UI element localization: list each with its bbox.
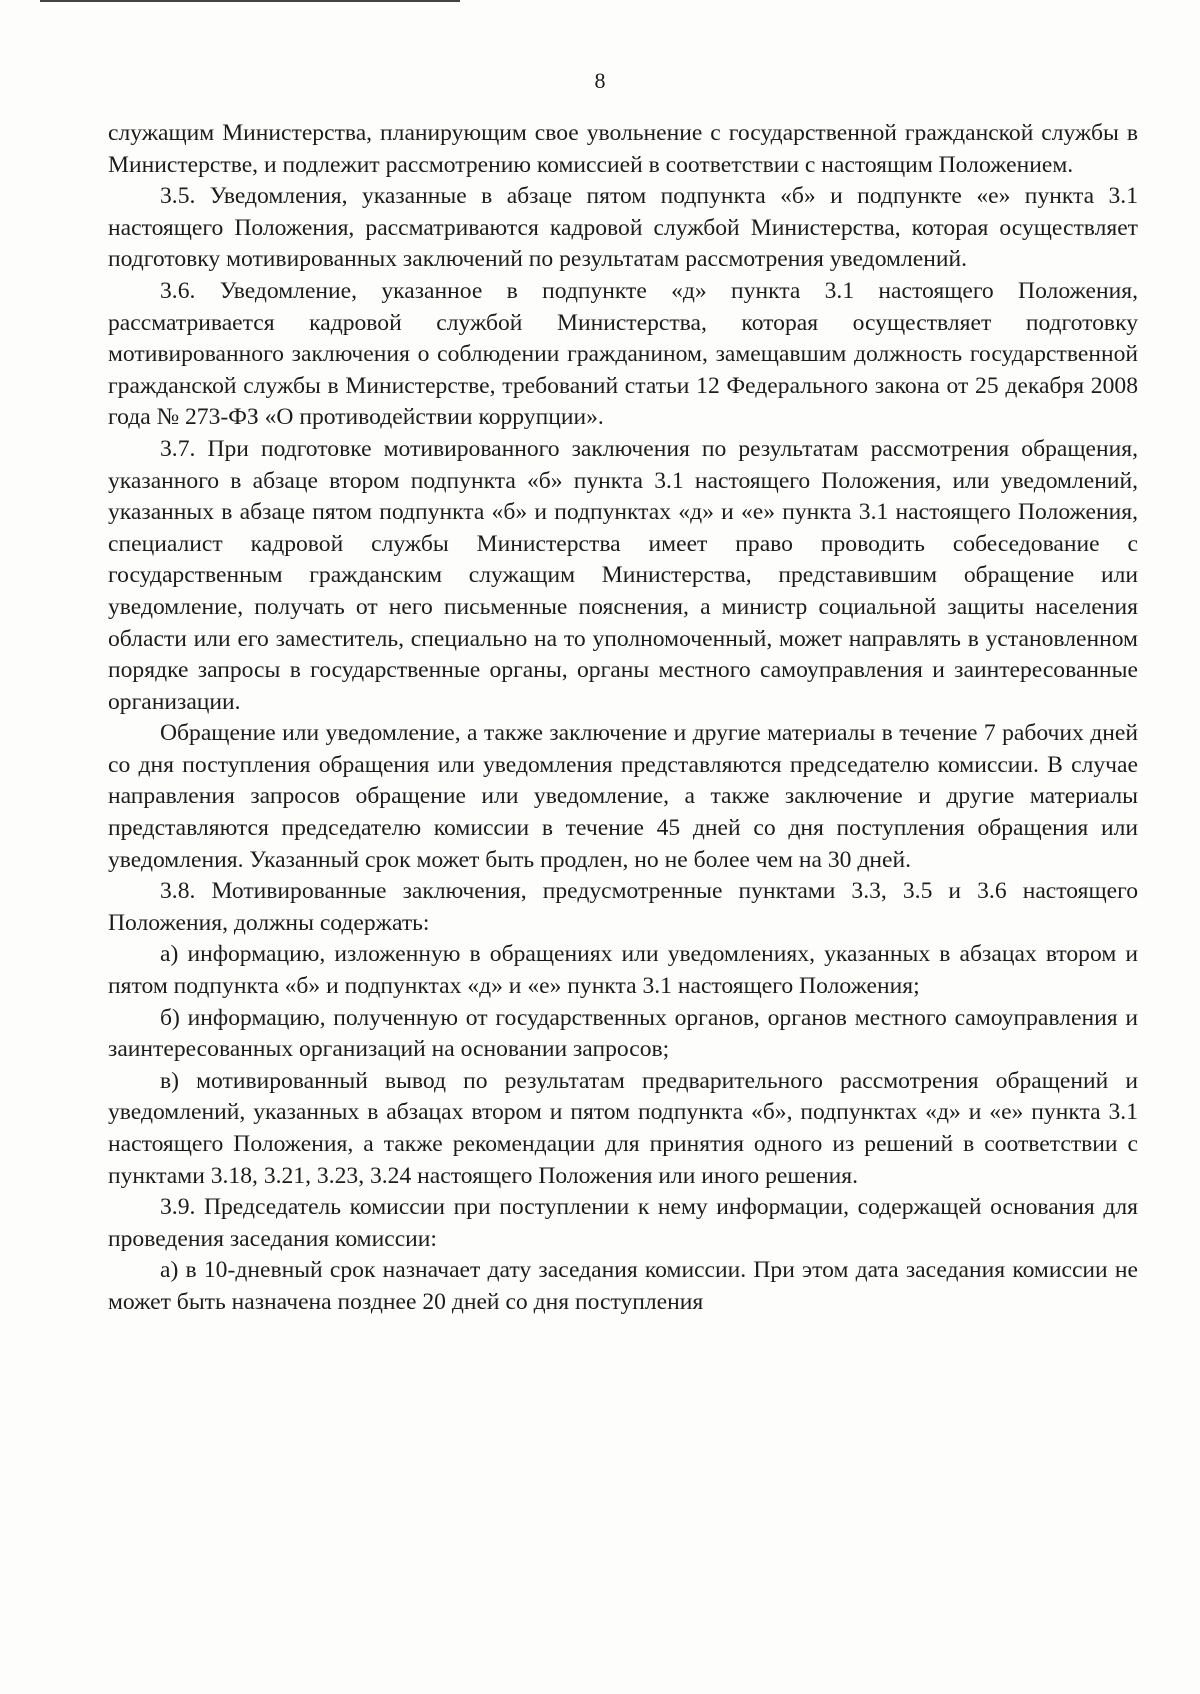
paragraph-3-8: 3.8. Мотивированные заключения, предусмотренные пунктами 3.3, 3.5 и 3.6 настоящего Положения, должны содержать:: [108, 878, 1138, 936]
paragraph-3-8-a: а) информацию, изложенную в обращениях или уведомлениях, указанных в абзацах втором и пятом подпункта «б» и подпунктах «д» и «е» пункта 3.1 настоящего Положения;: [108, 941, 1138, 1000]
page-number: 8: [594, 68, 606, 93]
paragraph-3-9: 3.9. Председатель комиссии при поступлении к нему информации, содержащей основания для проведения заседания комиссии:: [108, 1194, 1138, 1252]
paragraph-3-6: 3.6. Уведомление, указанное в подпункте «д» пункта 3.1 настоящего Положения, рассматривается кадровой службой Министерства, которая осуществляет подготовку мотивированного заключения о соблюдении гражданином, замещавшим должность государственной гражданской службы в Министерстве, требований статьи 12 Федерального закона от 25 декабря 2008 года № 273-ФЗ «О противодействии коррупции».: [108, 277, 1138, 431]
paragraph-3-7: 3.7. При подготовке мотивированного заключения по результатам рассмотрения обращения, указанного в абзаце втором подпункта «б» пункта 3.1 настоящего Положения, или уведомлений, указанных в абзаце пятом подпункта «б» и подпунктах «д» и «е» пункта 3.1 настоящего Положения, специалист кадровой службы Министерства имеет право проводить собеседование с государственным гражданским служащим Министерства, представившим обращение или уведомление, получать от него письменные пояснения, а министр социальной защиты населения области или его заместитель, специально на то уполномоченный, может направлять в установленном порядке запросы в государственные органы, органы местного самоуправления и заинтересованные организации.: [108, 435, 1138, 715]
paragraph-3-7-deadlines: Обращение или уведомление, а также заключение и другие материалы в течение 7 рабочих дней со дня поступления обращения или уведомления представляются председателю комиссии. В случае направления запросов обращение или уведомление, а также заключение и другие материалы представляются председателю комиссии в течение 45 дней со дня поступления обращения или уведомления. Указанный срок может быть продлен, но не более чем на 30 дней.: [108, 720, 1138, 873]
scan-edge-line: [40, 0, 460, 2]
paragraph-3-8-b: б) информацию, полученную от государственных органов, органов местного самоуправления и заинтересованных организаций на основании запросов;: [108, 1004, 1138, 1063]
paragraph-3-9-a: а) в 10-дневный срок назначает дату заседания комиссии. При этом дата заседания комиссии не может быть назначена позднее 20 дней со дня поступления: [108, 1257, 1138, 1315]
document-body: [108, 118, 1138, 1319]
paragraph-continuation: служащим Министерства, планирующим свое увольнение с государственной гражданской службы в Министерстве, и подлежит рассмотрению комиссией в соответствии с настоящим Положением.: [108, 120, 1138, 178]
paragraph-3-8-v: в) мотивированный вывод по результатам предварительного рассмотрения обращений и уведомлений, указанных в абзацах втором и пятом подпункта «б», подпунктах «д» и «е» пункта 3.1 настоящего Положения, а также рекомендации для принятия одного из решений в соответствии с пунктами 3.18, 3.21, 3.23, 3.24 настоящего Положения или иного решения.: [108, 1067, 1138, 1189]
paragraph-3-5: 3.5. Уведомления, указанные в абзаце пятом подпункта «б» и подпункте «е» пункта 3.1 настоящего Положения, рассматриваются кадровой службой Министерства, которая осуществляет подготовку мотивированных заключений по результатам рассмотрения уведомлений.: [108, 183, 1138, 273]
